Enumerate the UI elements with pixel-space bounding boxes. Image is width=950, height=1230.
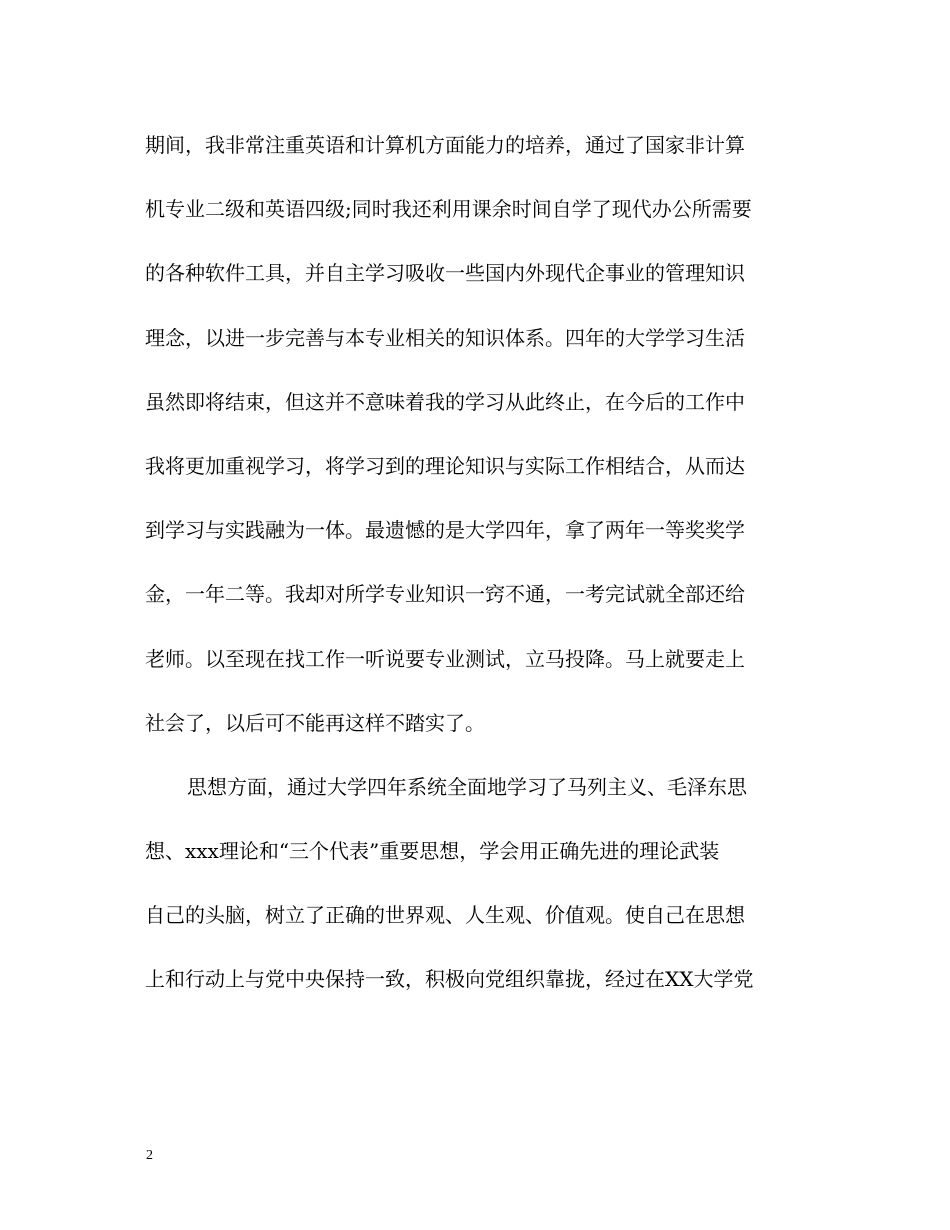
document-body [145,120,810,1019]
text-line: 上和行动上与党中央保持一致，积极向党组织靠拢，经过在XX大学党 [145,967,754,992]
text-line: 自己的头脑，树立了正确的世界观、人生观、价值观。使自己在思想 [145,903,745,928]
text-line: 我将更加重视学习，将学习到的理论知识与实际工作相结合，从而达 [145,453,745,478]
paragraph-first-line: 思想方面，通过大学四年系统全面地学习了马列主义、毛泽东思 [187,774,747,799]
text-line: 机专业二级和英语四级;同时我还利用课余时间自学了现代办公所需要 [145,197,752,222]
text-line: 老师。以至现在找工作一听说要专业测试，立马投降。马上就要走上 [145,646,745,671]
text-line: 虽然即将结束，但这并不意味着我的学习从此终止，在今后的工作中 [145,389,745,414]
text-line: 想、xxx理论和“三个代表”重要思想，学会用正确先进的理论武装 [145,839,720,864]
text-line: 金，一年二等。我却对所学专业知识一窍不通，一考完试就全部还给 [145,582,745,607]
text-line: 理念，以进一步完善与本专业相关的知识体系。四年的大学学习生活 [145,325,745,350]
text-line: 期间，我非常注重英语和计算机方面能力的培养，通过了国家非计算 [145,133,745,157]
text-line: 社会了，以后可不能再这样不踏实了。 [145,710,485,735]
page-number: 2 [146,1148,153,1163]
text-line: 到学习与实践融为一体。最遗憾的是大学四年，拿了两年一等奖奖学 [145,518,745,543]
text-line: 的各种软件工具，并自主学习吸收一些国内外现代企事业的管理知识 [145,261,745,286]
